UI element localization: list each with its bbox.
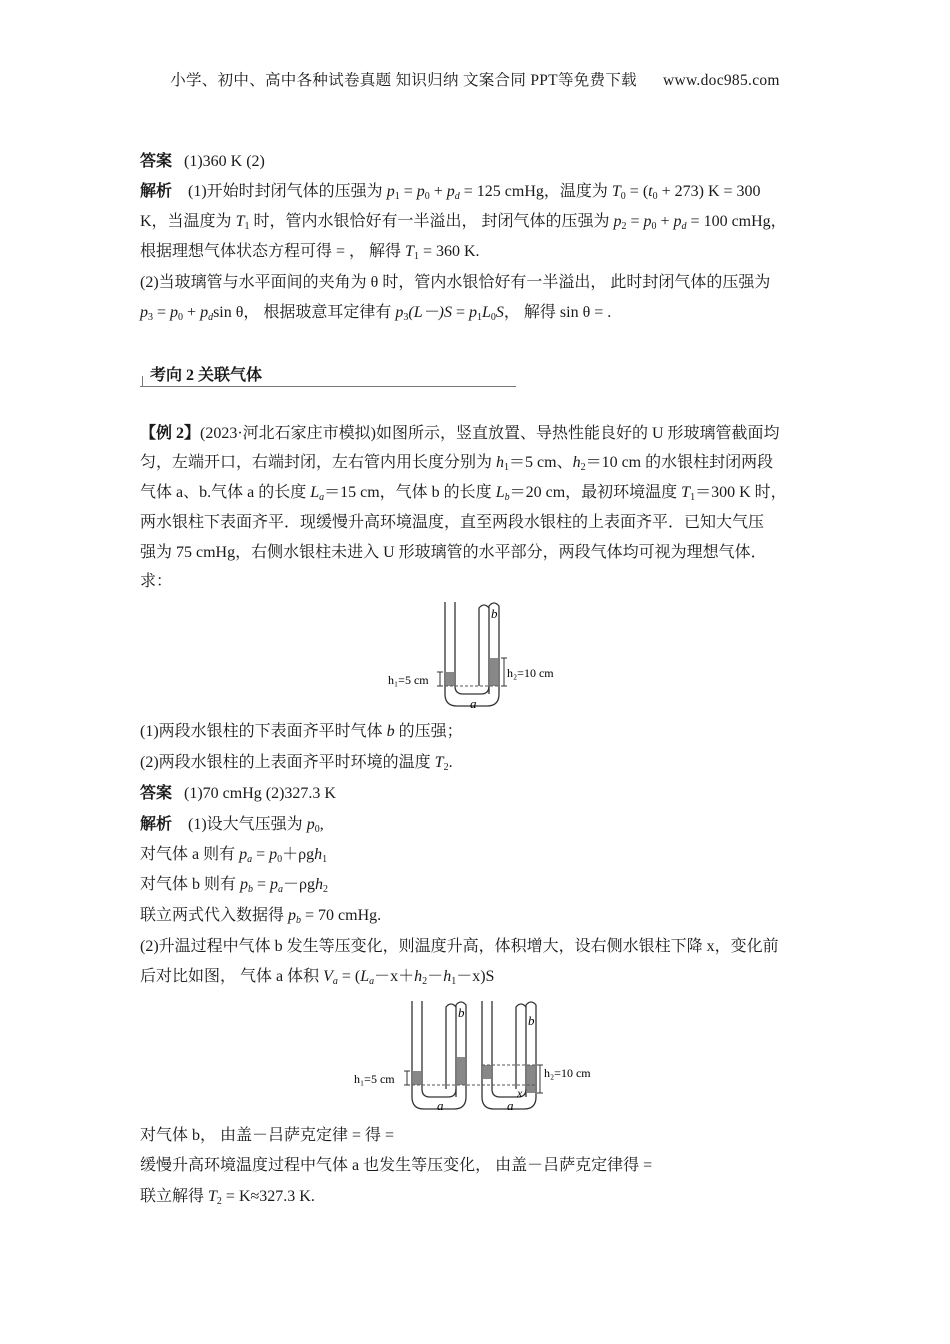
sub: 2 xyxy=(443,762,449,773)
sym: L xyxy=(310,484,320,501)
final-text: = K≈327.3 K. xyxy=(221,1188,315,1205)
sym: p xyxy=(386,183,395,200)
answer-label: 答案 xyxy=(140,785,173,802)
example-label: 【例 2】 xyxy=(140,425,201,442)
analysis2-text: 后对比如图， 气体 a 体积 xyxy=(140,968,324,985)
sub: 3 xyxy=(403,312,409,323)
sym: h xyxy=(496,454,505,471)
analysis2-line-6 xyxy=(140,967,494,987)
final-line-2 xyxy=(140,1156,652,1176)
analysis1-text: sin θ， 根据玻意耳定律有 xyxy=(213,304,396,321)
sub: 0 xyxy=(652,191,658,202)
analysis1-line-1: 解析 (1)开始时封闭气体的压强为 $p_1 = p_0 + p_d = 125$ cmHg，温度为 $T_0 = (t_0 + 273) K = 300$ xyxy=(140,183,761,202)
sub: 0 xyxy=(277,854,283,865)
section-tick xyxy=(142,376,143,386)
example-text: ＝20 cm，最初环境温度 xyxy=(509,484,682,501)
u-tube-figure-2 xyxy=(350,995,610,1115)
question-2 xyxy=(140,753,453,773)
sym: p xyxy=(416,183,425,200)
fig2-label-a2: a xyxy=(507,1098,514,1113)
analysis2-line-5 xyxy=(140,937,779,957)
mercury-left-before xyxy=(413,1071,421,1085)
fig1-label-a: a xyxy=(470,696,477,711)
sym: p xyxy=(140,304,148,321)
sub: 1 xyxy=(477,312,482,323)
analysis2-text: = xyxy=(252,846,270,863)
analysis1-text: = xyxy=(451,304,469,321)
sym: T xyxy=(681,484,691,501)
sub: 1 xyxy=(504,462,510,473)
example-line-1 xyxy=(140,424,780,444)
analysis2-text: 对气体 b 则有 xyxy=(140,876,241,893)
analysis-label: 解析 xyxy=(140,183,173,200)
sub: a xyxy=(369,976,375,987)
example-text: ＝10 cm 的水银柱封闭两段 xyxy=(585,454,774,471)
analysis2-text: (1)设大气压强为 xyxy=(188,816,307,833)
sub: b xyxy=(296,915,302,926)
fig2-label-b2: b xyxy=(528,1013,535,1028)
analysis2-text: ＋ρg xyxy=(282,846,315,863)
sub: 0 xyxy=(620,191,626,202)
sym: T xyxy=(235,213,245,230)
sub: 2 xyxy=(323,884,329,895)
analysis1-text: (2)当玻璃管与水平面间的夹角为 θ 时，管内水银恰好有一半溢出， 此时封闭气体的压强为 xyxy=(140,274,771,291)
sub: 0 xyxy=(314,824,320,835)
question-text: (1)两段水银柱的下表面齐平时气体 xyxy=(140,723,387,740)
example-text: 两水银柱下表面齐平．现缓慢升高环境温度，直至两段水银柱的上表面齐平．已知大气压 xyxy=(140,514,765,531)
analysis1-text: = 360 K. xyxy=(418,243,480,260)
fig2-label-x: x xyxy=(517,1086,523,1100)
question-text: 的压强； xyxy=(394,723,463,740)
answer-text: (1)360 K (2) xyxy=(184,153,265,170)
example-text: ＝5 cm、 xyxy=(509,454,573,471)
sym: T xyxy=(611,183,621,200)
section-heading xyxy=(140,362,516,388)
question-text: (2)两段水银柱的上表面齐平时环境的温度 xyxy=(140,754,435,771)
sub: 1 xyxy=(413,251,419,262)
sym: L xyxy=(495,484,505,501)
analysis2-text: －ρg xyxy=(283,876,316,893)
analysis-label: 解析 xyxy=(140,816,173,833)
analysis1-text: = 100 cmHg， xyxy=(686,213,787,230)
sym: h xyxy=(315,876,324,893)
analysis2-text: －x)S xyxy=(456,968,495,985)
answer-text: (1)70 cmHg (2)327.3 K xyxy=(184,785,336,802)
analysis1-text: = ( xyxy=(625,183,649,200)
sub: a xyxy=(319,492,325,503)
mercury-column-right xyxy=(490,658,498,686)
fig2-label-a1: a xyxy=(437,1098,444,1113)
sub: 1 xyxy=(322,854,328,865)
example-line-4 xyxy=(140,513,764,533)
mercury-right-after xyxy=(527,1065,535,1093)
example-line-5 xyxy=(140,543,767,563)
sub: a xyxy=(332,976,338,987)
sub: 3 xyxy=(148,312,153,323)
example-line-2 xyxy=(140,453,773,473)
analysis1-text: + xyxy=(183,304,201,321)
header-site-url[interactable]: www.doc985.com xyxy=(662,72,780,89)
sym: p xyxy=(240,876,249,893)
sub: d xyxy=(454,191,460,202)
analysis2-text: －x＋ xyxy=(374,968,415,985)
sym: h xyxy=(572,454,581,471)
analysis1-text: 时，管内水银恰好有一半溢出， 封闭气体的压强为 xyxy=(249,213,614,230)
sub: 0 xyxy=(178,312,184,323)
sym: p xyxy=(269,846,278,863)
analysis2-line-4 xyxy=(140,906,381,926)
sub: a xyxy=(278,884,284,895)
sym: p xyxy=(446,183,455,200)
analysis2-text: 联立两式代入数据得 xyxy=(140,907,289,924)
sym: p xyxy=(270,876,279,893)
answer-line-2 xyxy=(140,784,336,804)
sub: 2 xyxy=(580,462,586,473)
sub: 2 xyxy=(216,1196,222,1207)
analysis2-line-1 xyxy=(140,815,324,835)
sub: a xyxy=(247,854,253,865)
sub: 0 xyxy=(424,191,430,202)
analysis1-text: (1)开始时封闭气体的压强为 xyxy=(188,183,387,200)
sub: b xyxy=(504,492,510,503)
analysis2-text: － xyxy=(427,968,444,985)
sym: T xyxy=(434,754,444,771)
u-tube-figure-1 xyxy=(385,598,565,714)
fig1-label-b: b xyxy=(491,606,498,621)
question-text: . xyxy=(448,754,453,771)
question-1 xyxy=(140,722,463,742)
sub: 2 xyxy=(422,976,428,987)
analysis1-text: 根据理想气体状态方程可得 = ， 解得 xyxy=(140,243,406,260)
example-text: ＝15 cm，气体 b 的长度 xyxy=(324,484,496,501)
example-text: 求： xyxy=(140,573,173,590)
example-text: (2023·河北石家庄市模拟)如图所示，竖直放置、导热性能良好的 U 形玻璃管截面均 xyxy=(200,425,780,442)
fig2-label-h1: h₁=5 cm xyxy=(354,1072,395,1086)
sub: 2 xyxy=(621,221,627,232)
answer-label: 答案 xyxy=(140,153,173,170)
sym: p xyxy=(643,213,652,230)
analysis2-text: 对气体 a 则有 xyxy=(140,846,240,863)
sym: L xyxy=(482,304,491,321)
final-line-3 xyxy=(140,1187,315,1207)
sym: p xyxy=(306,816,315,833)
analysis1-text: + 273) K = 300 xyxy=(657,183,761,200)
answer-line-1 xyxy=(140,152,265,172)
analysis1-line-4 xyxy=(140,273,770,293)
sym: p xyxy=(673,213,682,230)
analysis1-text: = 125 cmHg，温度为 xyxy=(459,183,612,200)
sym: h xyxy=(414,968,423,985)
mercury-right-before xyxy=(457,1057,465,1085)
sub: 1 xyxy=(690,492,696,503)
sym: p xyxy=(395,304,404,321)
analysis1-line-2: K，当温度为 $T_1$ 时，管内水银恰好有一半溢出， 封闭气体的压强为 $p_2 = p_0 + p_d = 100$ cmHg， xyxy=(140,213,787,232)
sub: d xyxy=(208,312,214,323)
sym: (L－)S xyxy=(408,304,452,321)
analysis1-text: K，当温度为 xyxy=(140,213,236,230)
analysis2-line-3 xyxy=(140,875,328,895)
fig2-label-h2: h₂=10 cm xyxy=(544,1066,591,1080)
analysis1-line-3 xyxy=(140,242,480,262)
final-text: 对气体 b， 由盖－吕萨克定律 = 得 = xyxy=(140,1127,395,1144)
sym: T xyxy=(208,1188,217,1205)
fig1-label-h1: h₁=5 cm xyxy=(388,673,429,687)
final-text: 联立解得 xyxy=(140,1188,209,1205)
fig1-label-h2: h₂=10 cm xyxy=(507,666,554,680)
punct: , xyxy=(319,816,324,833)
sym: p xyxy=(170,304,179,321)
sub: 1 xyxy=(244,221,250,232)
header-text: 小学、初中、高中各种试卷真题 知识归纳 文案合同 PPT等免费下载 xyxy=(170,72,637,89)
sym: T xyxy=(405,243,414,260)
final-line-1 xyxy=(140,1126,394,1146)
sym: S xyxy=(495,304,504,321)
sub: 1 xyxy=(394,191,400,202)
section-title: 考向 2 关联气体 xyxy=(150,367,263,384)
sym: p xyxy=(613,213,622,230)
mercury-left-after xyxy=(483,1065,491,1079)
sym: p xyxy=(239,846,248,863)
sym: V xyxy=(323,968,333,985)
sym: L xyxy=(360,968,370,985)
example-text: 强为 75 cmHg，右侧水银柱未进入 U 形玻璃管的水平部分，两段气体均可视为理想气体． xyxy=(140,544,767,561)
sym: b xyxy=(386,723,395,740)
analysis1-line-5: $p_3 = p_0 + p_d\sin$ θ， 根据玻意耳定律有 $p_3(L-)S = p_1L_0S$， 解得 sin θ = . xyxy=(140,304,612,323)
section-rule xyxy=(140,386,516,387)
sym: h xyxy=(443,968,452,985)
analysis1-text: ， 解得 sin θ = . xyxy=(503,304,612,321)
sym: h xyxy=(314,846,323,863)
analysis2-text: = 70 cmHg. xyxy=(301,907,382,924)
analysis2-text: = xyxy=(253,876,271,893)
sub: 1 xyxy=(451,976,457,987)
analysis2-text: (2)升温过程中气体 b 发生等压变化，则温度升高，体积增大，设右侧水银柱下降 x，变化前 xyxy=(140,938,779,955)
sub: b xyxy=(248,884,254,895)
example-text: 气体 a、b.气体 a 的长度 xyxy=(140,484,311,501)
analysis2-line-2 xyxy=(140,845,327,865)
example-line-3 xyxy=(140,483,787,503)
fig2-label-b1: b xyxy=(458,1005,465,1020)
page-header xyxy=(0,68,950,90)
sym: t xyxy=(648,183,653,200)
final-text: 缓慢升高环境温度过程中气体 a 也发生等压变化， 由盖－吕萨克定律得 = xyxy=(140,1157,653,1174)
sub: 0 xyxy=(651,221,657,232)
sub: 0 xyxy=(490,312,496,323)
example-text: 匀，左端开口，右端封闭，左右管内用长度分别为 xyxy=(140,454,497,471)
mercury-column-left xyxy=(446,672,454,686)
analysis2-text: = ( xyxy=(337,968,361,985)
sub: d xyxy=(681,221,687,232)
sym: p xyxy=(200,304,209,321)
example-line-6 xyxy=(140,572,172,592)
example-text: ＝300 K 时， xyxy=(695,484,787,501)
sym: p xyxy=(288,907,297,924)
sym: p xyxy=(469,304,477,321)
